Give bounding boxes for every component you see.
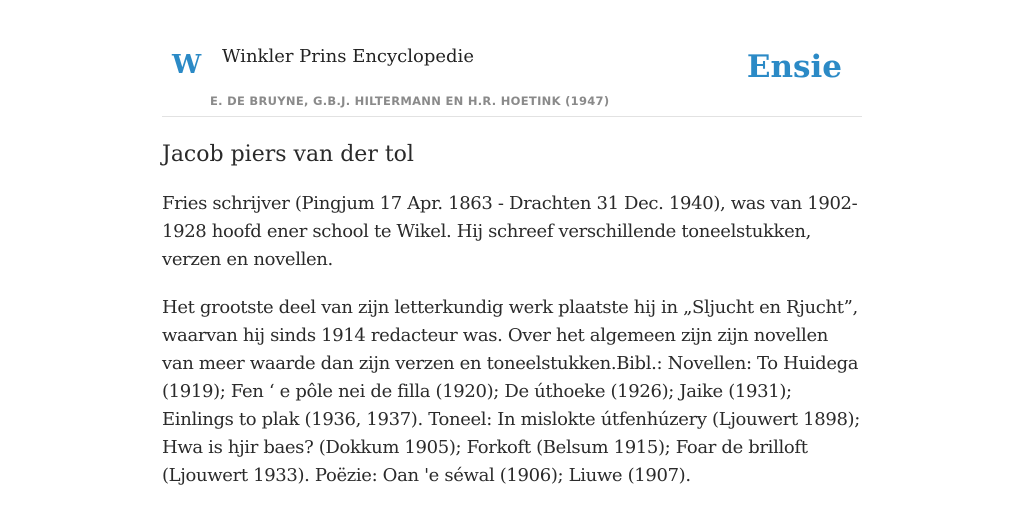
publication-title[interactable]: Winkler Prins Encyclopedie bbox=[222, 46, 474, 67]
page-container bbox=[162, 0, 862, 490]
article-body bbox=[162, 141, 862, 490]
publication-authors: E. DE BRUYNE, G.B.J. HILTERMANN EN H.R. HOETINK (1947) bbox=[210, 94, 610, 108]
site-header bbox=[162, 0, 862, 117]
article-paragraph: Fries schrijver (Pingjum 17 Apr. 1863 - Drachten 31 Dec. 1940), was van 1902-1928 hoofd ener school te Wikel. Hij schreef verschillende toneelstukken, verzen en novellen. bbox=[162, 192, 858, 270]
article-paragraph: Het grootste deel van zijn letterkundig werk plaatste hij in „Sljucht en Rjucht”, waarvan hij sinds 1914 redacteur was. Over het algemeen zijn zijn novellen van meer waarde dan zijn verzen en toneelstukken.Bibl.: Novellen: To Huidega (1919); Fen ʻ e pôle nei de filla (1920); De úthoeke (1926); Jaike (1931); Einlings to plak (1936, 1937). Toneel: In mislokte útfenhúzery (Ljouwert 1898); Hwa is hjir baes? (Dokkum 1905); Forkoft (Belsum 1915); Foar de brilloft (Ljouwert 1933). Poëzie: Oan 'e séwal (1906); Liuwe (1907). bbox=[162, 296, 860, 486]
ensie-brand-logo[interactable]: Ensie bbox=[746, 49, 842, 85]
article-title: Jacob piers van der tol bbox=[162, 142, 414, 167]
winkler-prins-logo-icon[interactable]: W bbox=[172, 50, 202, 80]
